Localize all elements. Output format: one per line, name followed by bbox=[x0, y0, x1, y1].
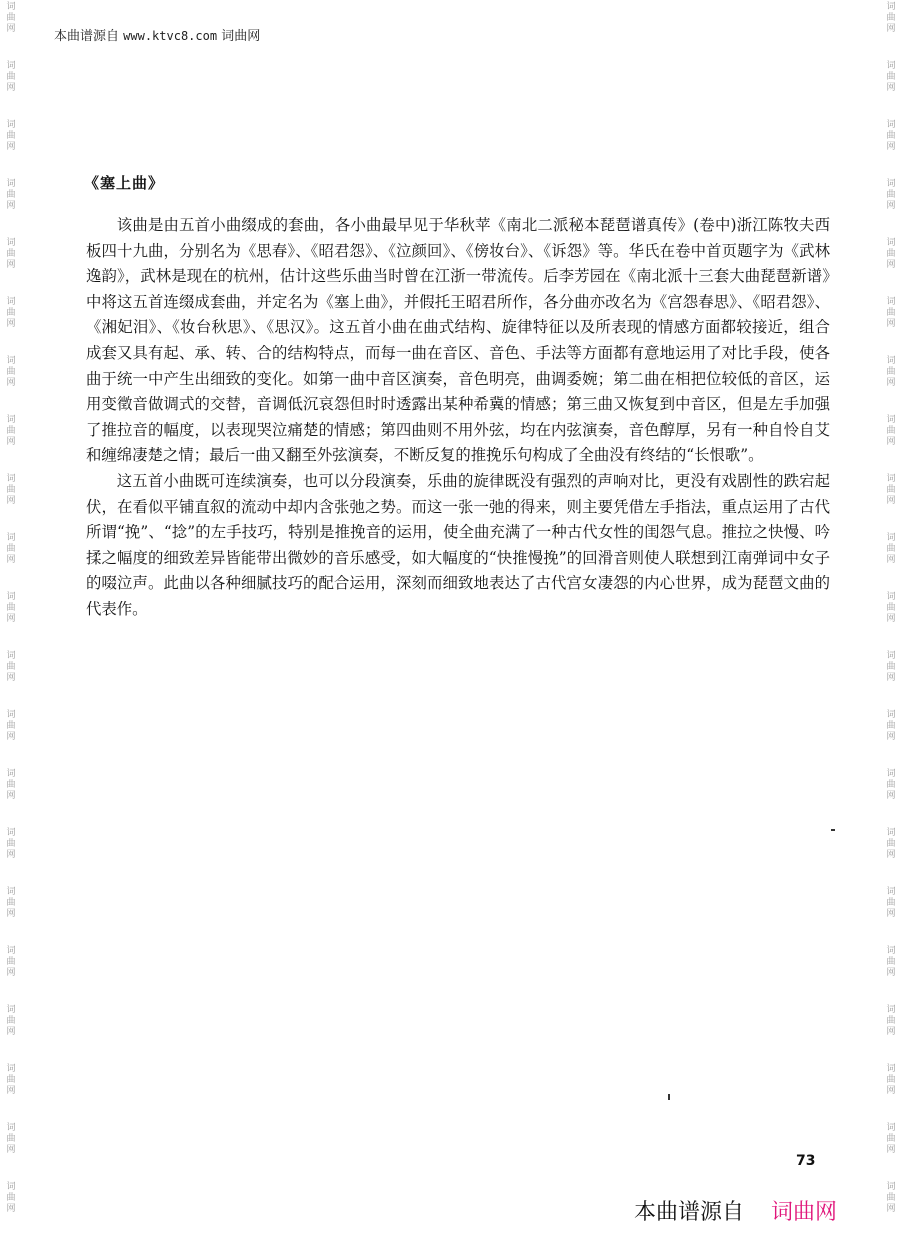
side-watermark-char: 曲 bbox=[886, 721, 896, 731]
side-watermark-char: 词 bbox=[6, 651, 16, 661]
document-title: 《塞上曲》 bbox=[84, 174, 165, 192]
side-watermark-char: 网 bbox=[6, 1204, 16, 1214]
side-watermark bbox=[6, 1182, 15, 1215]
footer-watermark-site: 词曲网 bbox=[771, 1200, 838, 1225]
side-watermark-char: 网 bbox=[6, 850, 16, 860]
side-watermark bbox=[886, 1182, 895, 1215]
side-watermark-char: 曲 bbox=[6, 308, 16, 318]
side-watermark bbox=[886, 946, 895, 979]
side-watermark bbox=[6, 238, 15, 271]
side-watermark-char: 网 bbox=[886, 1027, 896, 1037]
side-watermark-char: 曲 bbox=[886, 485, 896, 495]
side-watermark-char: 词 bbox=[6, 1064, 16, 1074]
side-watermark-char: 网 bbox=[6, 378, 16, 388]
side-watermark bbox=[886, 179, 895, 212]
side-watermark-char: 曲 bbox=[6, 957, 16, 967]
side-watermark-char: 网 bbox=[6, 83, 16, 93]
side-watermark-char: 曲 bbox=[6, 13, 16, 23]
side-watermark-char: 词 bbox=[6, 120, 16, 130]
side-watermark-char: 曲 bbox=[886, 1075, 896, 1085]
side-watermark bbox=[886, 710, 895, 743]
side-watermark-char: 网 bbox=[6, 1145, 16, 1155]
side-watermark-char: 网 bbox=[6, 1027, 16, 1037]
side-watermark-char: 曲 bbox=[6, 780, 16, 790]
side-watermark bbox=[886, 1123, 895, 1156]
side-watermark-char: 词 bbox=[886, 179, 896, 189]
side-watermark bbox=[6, 651, 15, 684]
side-watermark bbox=[886, 828, 895, 861]
side-watermark-char: 词 bbox=[886, 1182, 896, 1192]
side-watermark-char: 网 bbox=[6, 968, 16, 978]
side-watermark-char: 词 bbox=[6, 179, 16, 189]
side-watermark-char: 曲 bbox=[886, 898, 896, 908]
side-watermark-char: 曲 bbox=[6, 1193, 16, 1203]
side-watermark bbox=[6, 710, 15, 743]
side-watermark bbox=[886, 61, 895, 94]
side-watermark-char: 词 bbox=[6, 61, 16, 71]
side-watermark bbox=[886, 769, 895, 802]
side-watermark-char: 网 bbox=[886, 1145, 896, 1155]
side-watermark-char: 曲 bbox=[6, 721, 16, 731]
header-watermark-suffix: 词曲网 bbox=[221, 29, 261, 44]
side-watermark-char: 曲 bbox=[886, 603, 896, 613]
side-watermark-char: 曲 bbox=[886, 249, 896, 259]
side-watermark-char: 曲 bbox=[886, 190, 896, 200]
side-watermark-char: 词 bbox=[886, 946, 896, 956]
side-watermark-char: 词 bbox=[886, 297, 896, 307]
side-watermark-char: 词 bbox=[886, 828, 896, 838]
scan-speck bbox=[831, 829, 835, 831]
side-watermark-char: 网 bbox=[886, 496, 896, 506]
body-paragraph-1: 该曲是由五首小曲缀成的套曲，各小曲最早见于华秋苹《南北二派秘本琵琶谱真传》(卷中)浙江陈牧夫西板四十九曲，分别名为《思春》、《昭君怨》、《泣颜回》、《傍妆台》、《诉怨》等。华氏在卷中首页题字为《武林逸韵》，武林是现在的杭州，估计这些乐曲当时曾在江浙一带流传。后李芳园在《南北派十三套大曲琵琶新谱》中将这五首连缀成套曲，并定名为《塞上曲》，并假托王昭君所作，各分曲亦改名为《宫怨春思》、《昭君怨》、《湘妃泪》、《妆台秋思》、《思汉》。这五首小曲在曲式结构、旋律特征以及所表现的情感方面都较接近，组合成套又具有起、承、转、合的结构特点，而每一曲在音区、音色、手法等方面都有意地运用了对比手段，使各曲于统一中产生出细致的变化。如第一曲中音区演奏，音色明亮，曲调委婉；第二曲在相把位较低的音区，运用变徵音做调式的交替，音调低沉哀怨但时时透露出某种希冀的情感；第三曲又恢复到中音区，但是左手加强了推拉音的幅度，以表现哭泣痛楚的情感；第四曲则不用外弦，均在内弦演奏，音色醇厚，另有一种自怜自艾和缠绵凄楚之情；最后一曲又翻至外弦演奏，不断反复的推挽乐句构成了全曲没有终结的“长恨歌”。 bbox=[86, 216, 830, 465]
side-watermark bbox=[6, 769, 15, 802]
side-watermark-char: 网 bbox=[886, 201, 896, 211]
side-watermark-char: 曲 bbox=[6, 367, 16, 377]
side-watermark bbox=[6, 1123, 15, 1156]
side-watermark-char: 曲 bbox=[6, 485, 16, 495]
side-watermark bbox=[6, 887, 15, 920]
body-paragraph-2: 这五首小曲既可连续演奏，也可以分段演奏，乐曲的旋律既没有强烈的声响对比，更没有戏剧性的跌宕起伏，在看似平铺直叙的流动中却内含张弛之势。而这一张一弛的得来，则主要凭借左手指法，重点运用了古代所谓“挽”、“捻”的左手技巧，特别是推挽音的运用，使全曲充满了一种古代女性的闺怨气息。推拉之快慢、吟揉之幅度的细致差异皆能带出微妙的音乐感受，如大幅度的“快推慢挽”的回滑音则使人联想到江南弹词中女子的啜泣声。此曲以各种细腻技巧的配合运用，深刻而细致地表达了古代宫女凄怨的内心世界，成为琵琶文曲的代表作。 bbox=[86, 471, 830, 618]
side-watermark-char: 网 bbox=[886, 378, 896, 388]
side-watermark-char: 曲 bbox=[886, 1193, 896, 1203]
side-watermark-char: 词 bbox=[886, 592, 896, 602]
side-watermark-char: 网 bbox=[6, 201, 16, 211]
side-watermark bbox=[886, 238, 895, 271]
side-watermark bbox=[6, 946, 15, 979]
side-watermark bbox=[6, 120, 15, 153]
side-watermark-char: 词 bbox=[886, 415, 896, 425]
side-watermark-char: 曲 bbox=[6, 603, 16, 613]
side-watermark bbox=[6, 179, 15, 212]
side-watermark-char: 曲 bbox=[886, 662, 896, 672]
side-watermark-char: 网 bbox=[6, 1086, 16, 1096]
side-watermark-char: 曲 bbox=[6, 662, 16, 672]
side-watermark-char: 曲 bbox=[886, 1016, 896, 1026]
side-watermark bbox=[886, 356, 895, 389]
side-watermark-char: 词 bbox=[6, 710, 16, 720]
side-watermark-char: 曲 bbox=[6, 839, 16, 849]
side-watermark-char: 词 bbox=[6, 238, 16, 248]
side-watermark-char: 曲 bbox=[886, 426, 896, 436]
side-watermark-char: 曲 bbox=[886, 544, 896, 554]
header-watermark bbox=[54, 25, 260, 44]
side-watermark-char: 词 bbox=[886, 710, 896, 720]
side-watermark bbox=[886, 651, 895, 684]
side-watermark-char: 词 bbox=[886, 1123, 896, 1133]
side-watermark-char: 网 bbox=[886, 909, 896, 919]
header-watermark-url: www.ktvc8.com bbox=[123, 29, 218, 43]
side-watermark-char: 曲 bbox=[6, 1134, 16, 1144]
page-number: 73 bbox=[796, 1153, 816, 1169]
side-watermark-char: 网 bbox=[6, 319, 16, 329]
side-watermark-char: 曲 bbox=[886, 367, 896, 377]
side-watermark-char: 词 bbox=[886, 474, 896, 484]
side-watermark-char: 网 bbox=[886, 24, 896, 34]
side-watermark-char: 词 bbox=[886, 769, 896, 779]
side-watermark-char: 网 bbox=[6, 791, 16, 801]
side-watermark-char: 网 bbox=[886, 1204, 896, 1214]
side-watermark-char: 曲 bbox=[886, 308, 896, 318]
side-watermark-char: 词 bbox=[6, 828, 16, 838]
side-watermark bbox=[6, 828, 15, 861]
side-watermark-char: 网 bbox=[6, 909, 16, 919]
side-watermark bbox=[886, 1005, 895, 1038]
side-watermark-char: 网 bbox=[886, 673, 896, 683]
side-watermark-char: 词 bbox=[6, 474, 16, 484]
side-watermark-char: 曲 bbox=[886, 13, 896, 23]
side-watermark-char: 网 bbox=[6, 555, 16, 565]
side-watermark-char: 曲 bbox=[886, 72, 896, 82]
side-watermark-char: 网 bbox=[6, 437, 16, 447]
side-watermark-char: 网 bbox=[886, 732, 896, 742]
side-watermark-char: 词 bbox=[886, 1064, 896, 1074]
side-watermark-char: 网 bbox=[886, 968, 896, 978]
side-watermark bbox=[6, 297, 15, 330]
side-watermark-char: 词 bbox=[6, 2, 16, 12]
side-watermark bbox=[886, 533, 895, 566]
side-watermark-char: 网 bbox=[6, 614, 16, 624]
side-watermark-char: 网 bbox=[886, 555, 896, 565]
side-watermark-char: 词 bbox=[6, 1123, 16, 1133]
side-watermark-char: 词 bbox=[886, 238, 896, 248]
side-watermark bbox=[6, 356, 15, 389]
footer-watermark bbox=[634, 1195, 837, 1226]
side-watermark-char: 曲 bbox=[6, 190, 16, 200]
side-watermark bbox=[6, 415, 15, 448]
side-watermark bbox=[886, 474, 895, 507]
side-watermark bbox=[886, 415, 895, 448]
side-watermark-char: 词 bbox=[6, 592, 16, 602]
side-watermark bbox=[6, 2, 15, 35]
side-watermark-char: 词 bbox=[886, 651, 896, 661]
side-watermark-char: 网 bbox=[886, 850, 896, 860]
side-watermark-char: 曲 bbox=[6, 898, 16, 908]
side-watermark-char: 网 bbox=[6, 260, 16, 270]
side-watermark-char: 词 bbox=[886, 120, 896, 130]
side-watermark-char: 曲 bbox=[6, 249, 16, 259]
side-watermark bbox=[886, 887, 895, 920]
side-watermark-char: 词 bbox=[886, 1005, 896, 1015]
side-watermark-char: 曲 bbox=[6, 426, 16, 436]
side-watermark-char: 网 bbox=[886, 319, 896, 329]
side-watermark-char: 网 bbox=[6, 673, 16, 683]
side-watermark-char: 曲 bbox=[6, 1016, 16, 1026]
right-watermark-strip bbox=[880, 0, 902, 1259]
side-watermark-char: 网 bbox=[886, 437, 896, 447]
side-watermark-char: 网 bbox=[6, 24, 16, 34]
side-watermark-char: 词 bbox=[886, 356, 896, 366]
side-watermark-char: 网 bbox=[6, 142, 16, 152]
header-watermark-prefix: 本曲谱源自 bbox=[54, 29, 120, 44]
side-watermark-char: 曲 bbox=[6, 544, 16, 554]
side-watermark-char: 曲 bbox=[886, 957, 896, 967]
side-watermark bbox=[886, 1064, 895, 1097]
side-watermark-char: 网 bbox=[886, 614, 896, 624]
side-watermark-char: 网 bbox=[886, 142, 896, 152]
side-watermark bbox=[6, 592, 15, 625]
side-watermark bbox=[6, 533, 15, 566]
side-watermark-char: 词 bbox=[886, 2, 896, 12]
side-watermark-char: 网 bbox=[886, 791, 896, 801]
side-watermark-char: 词 bbox=[6, 769, 16, 779]
side-watermark-char: 曲 bbox=[886, 839, 896, 849]
side-watermark-char: 词 bbox=[6, 356, 16, 366]
document-body bbox=[86, 213, 830, 623]
left-watermark-strip bbox=[0, 0, 22, 1259]
side-watermark bbox=[886, 297, 895, 330]
side-watermark bbox=[886, 2, 895, 35]
side-watermark bbox=[6, 61, 15, 94]
side-watermark bbox=[6, 474, 15, 507]
side-watermark-char: 词 bbox=[886, 887, 896, 897]
side-watermark bbox=[6, 1005, 15, 1038]
side-watermark bbox=[6, 1064, 15, 1097]
side-watermark-char: 网 bbox=[886, 260, 896, 270]
side-watermark-char: 词 bbox=[6, 533, 16, 543]
side-watermark-char: 词 bbox=[6, 1182, 16, 1192]
side-watermark-char: 词 bbox=[6, 297, 16, 307]
side-watermark-char: 曲 bbox=[6, 72, 16, 82]
side-watermark-char: 词 bbox=[886, 61, 896, 71]
side-watermark-char: 网 bbox=[6, 496, 16, 506]
side-watermark-char: 网 bbox=[6, 732, 16, 742]
side-watermark bbox=[886, 592, 895, 625]
side-watermark-char: 词 bbox=[6, 415, 16, 425]
side-watermark-char: 曲 bbox=[6, 131, 16, 141]
side-watermark-char: 词 bbox=[6, 946, 16, 956]
side-watermark-char: 曲 bbox=[6, 1075, 16, 1085]
side-watermark-char: 曲 bbox=[886, 1134, 896, 1144]
side-watermark-char: 词 bbox=[6, 887, 16, 897]
side-watermark-char: 词 bbox=[886, 533, 896, 543]
side-watermark-char: 网 bbox=[886, 1086, 896, 1096]
side-watermark-char: 曲 bbox=[886, 780, 896, 790]
side-watermark-char: 网 bbox=[886, 83, 896, 93]
side-watermark-char: 词 bbox=[6, 1005, 16, 1015]
side-watermark-char: 曲 bbox=[886, 131, 896, 141]
scan-speck bbox=[668, 1094, 670, 1100]
footer-watermark-prefix: 本曲谱源自 bbox=[634, 1200, 745, 1225]
side-watermark bbox=[886, 120, 895, 153]
